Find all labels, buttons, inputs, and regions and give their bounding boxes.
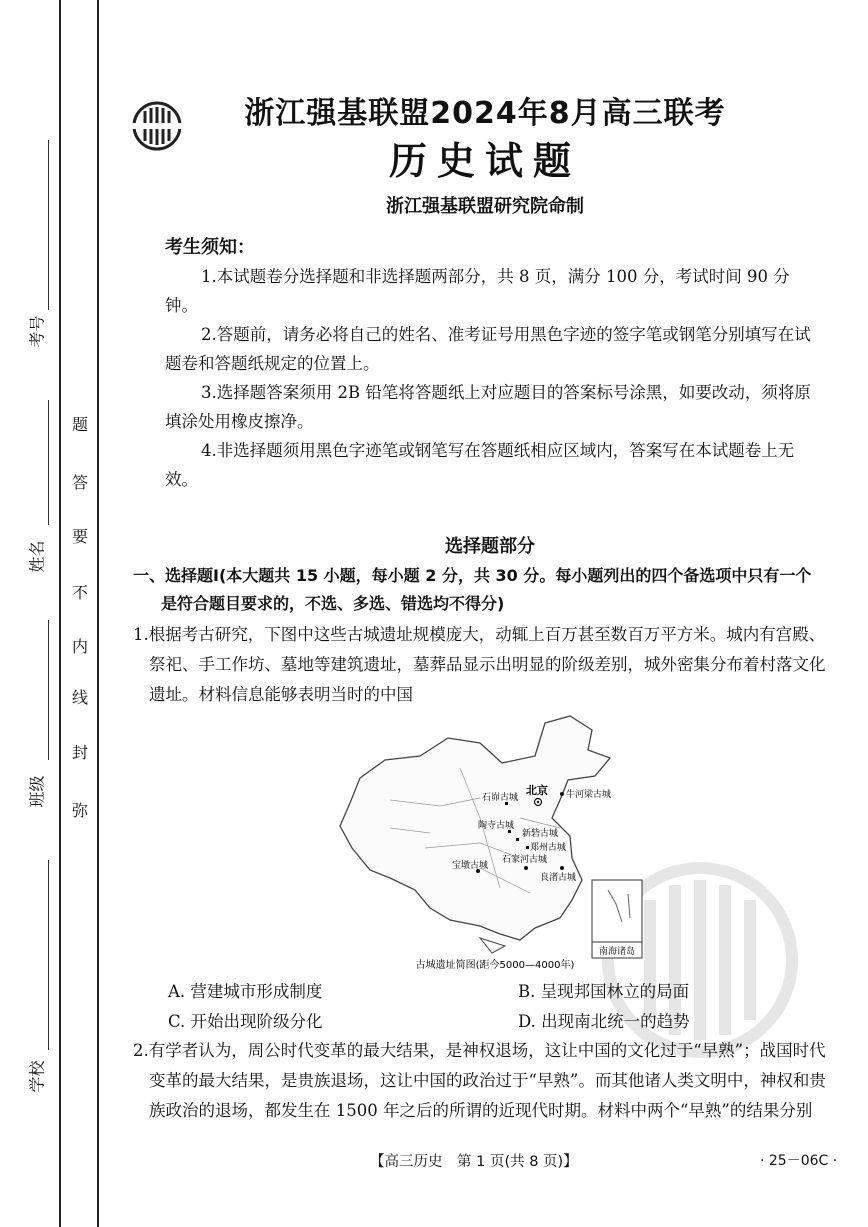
notice-item: 4.非选择题须用黑色字迹笔或钢笔写在答题纸相应区域内，答案写在本试题卷上无效。 xyxy=(165,441,795,489)
question-text: 1.根据考古研究，下图中这些古城遗址规模庞大，动辄上百万甚至数百万平方米。城内有宫殿、 xyxy=(133,625,826,644)
map-label: 石峁古城 xyxy=(482,793,519,803)
part-heading xyxy=(133,562,845,618)
binding-line-outer xyxy=(59,0,61,1227)
subject-title: 历史试题 xyxy=(388,138,581,183)
question-1 xyxy=(133,620,845,710)
field-class[interactable] xyxy=(22,620,50,840)
alliance-logo-icon xyxy=(132,101,182,151)
question-text: 遗址。材料信息能够表明当时的中国 xyxy=(149,685,413,704)
notice-list xyxy=(165,262,815,494)
fill-line xyxy=(48,140,49,310)
question-2 xyxy=(133,1036,845,1126)
map-label: 牛河梁古城 xyxy=(566,790,612,800)
question-text: 族政治的退场，都发生在 1500 年之后的所谓的近现代时期。材料中两个“早熟”的结果分别 xyxy=(149,1101,813,1120)
fill-line xyxy=(48,400,49,525)
map-label: 北京 xyxy=(526,784,548,797)
exam-code: · 25－06C · xyxy=(760,1153,838,1169)
part-heading-line: 一、选择题Ⅰ(本大题共 15 小题，每小题 2 分，共 30 分。每小题列出的四个备选项中只有一个 xyxy=(133,566,812,585)
field-exam-number[interactable] xyxy=(22,140,50,380)
exam-title: 浙江强基联盟2024年8月高三联考 xyxy=(244,96,726,131)
page-footer: 【高三历史 第 1 页(共 8 页)】 xyxy=(370,1154,578,1170)
map-label: 新砦古城 xyxy=(522,829,559,839)
part-heading-line: 是符合题目要求的，不选、多选、错选均不得分) xyxy=(161,594,505,613)
field-name[interactable] xyxy=(22,400,50,600)
china-outline xyxy=(340,716,610,940)
field-label: 班级 xyxy=(27,775,47,808)
city-marker xyxy=(524,866,528,870)
city-marker xyxy=(560,792,564,796)
map-label: 郑州古城 xyxy=(530,843,567,853)
option-d[interactable]: D. 出现南北统一的趋势 xyxy=(518,1012,690,1031)
field-label: 姓名 xyxy=(27,540,47,573)
field-label: 考号 xyxy=(27,315,47,348)
option-a[interactable]: A. 营建城市形成制度 xyxy=(168,982,323,1001)
city-marker xyxy=(516,838,519,841)
notice-item: 1.本试题卷分选择题和非选择题两部分，共 8 页，满分 100 分，考试时间 90 分钟。 xyxy=(165,267,790,315)
seal-char: 内 xyxy=(71,637,88,656)
option-b[interactable]: B. 呈现邦国林立的局面 xyxy=(518,982,690,1001)
seal-char: 题 xyxy=(71,415,88,434)
exam-author: 浙江强基联盟研究院命制 xyxy=(386,196,584,217)
notice-item: 2.答题前，请务必将自己的姓名、准考证号用黑色字迹的签字笔或钢笔分别填写在试题卷和答题纸规定的位置上。 xyxy=(165,325,811,373)
map-label: 陶寺古城 xyxy=(478,821,515,831)
fill-line xyxy=(48,620,49,760)
inset-label: 南海诸岛 xyxy=(598,947,636,957)
question-text: 祭祀、手工作坊、墓地等建筑遗址，墓葬品显示出明显的阶级差别，城外密集分布着村落文化 xyxy=(149,655,826,674)
seal-char: 不 xyxy=(71,583,88,602)
seal-char: 要 xyxy=(71,527,88,546)
map-label: 石家河古城 xyxy=(502,855,548,865)
map-label: 良渚古城 xyxy=(540,873,577,883)
question-text: 2.有学者认为，周公时代变革的最大结果，是神权退场，这让中国的文化过于“早熟”；战国时代 xyxy=(133,1041,826,1060)
map-label: 宝墩古城 xyxy=(452,861,489,871)
seal-char: 线 xyxy=(71,688,88,707)
field-school[interactable] xyxy=(22,860,50,1110)
city-marker xyxy=(560,866,564,870)
city-marker xyxy=(526,846,529,849)
notice-title: 考生须知： xyxy=(165,237,255,258)
section-title: 选择题部分 xyxy=(445,536,535,557)
seal-char: 答 xyxy=(71,473,88,492)
ancient-city-map xyxy=(330,708,660,973)
field-label: 学校 xyxy=(27,1060,47,1093)
map-caption: 古城遗址简图(距今5000—4000年) xyxy=(415,960,575,971)
notice-item: 3.选择题答案须用 2B 铅笔将答题纸上对应题目的答案标号涂黑，如要改动，须将原填涂处用橡皮擦净。 xyxy=(165,383,811,431)
option-c[interactable]: C. 开始出现阶级分化 xyxy=(168,1012,323,1031)
question-text: 变革的最大结果，是贵族退场，这让中国的政治过于“早熟”。而其他诸人类文明中，神权和贵 xyxy=(149,1071,826,1090)
seal-char: 弥 xyxy=(71,801,88,820)
seal-char: 封 xyxy=(71,743,88,762)
fill-line xyxy=(48,860,49,1050)
binding-line-inner xyxy=(97,0,99,1227)
